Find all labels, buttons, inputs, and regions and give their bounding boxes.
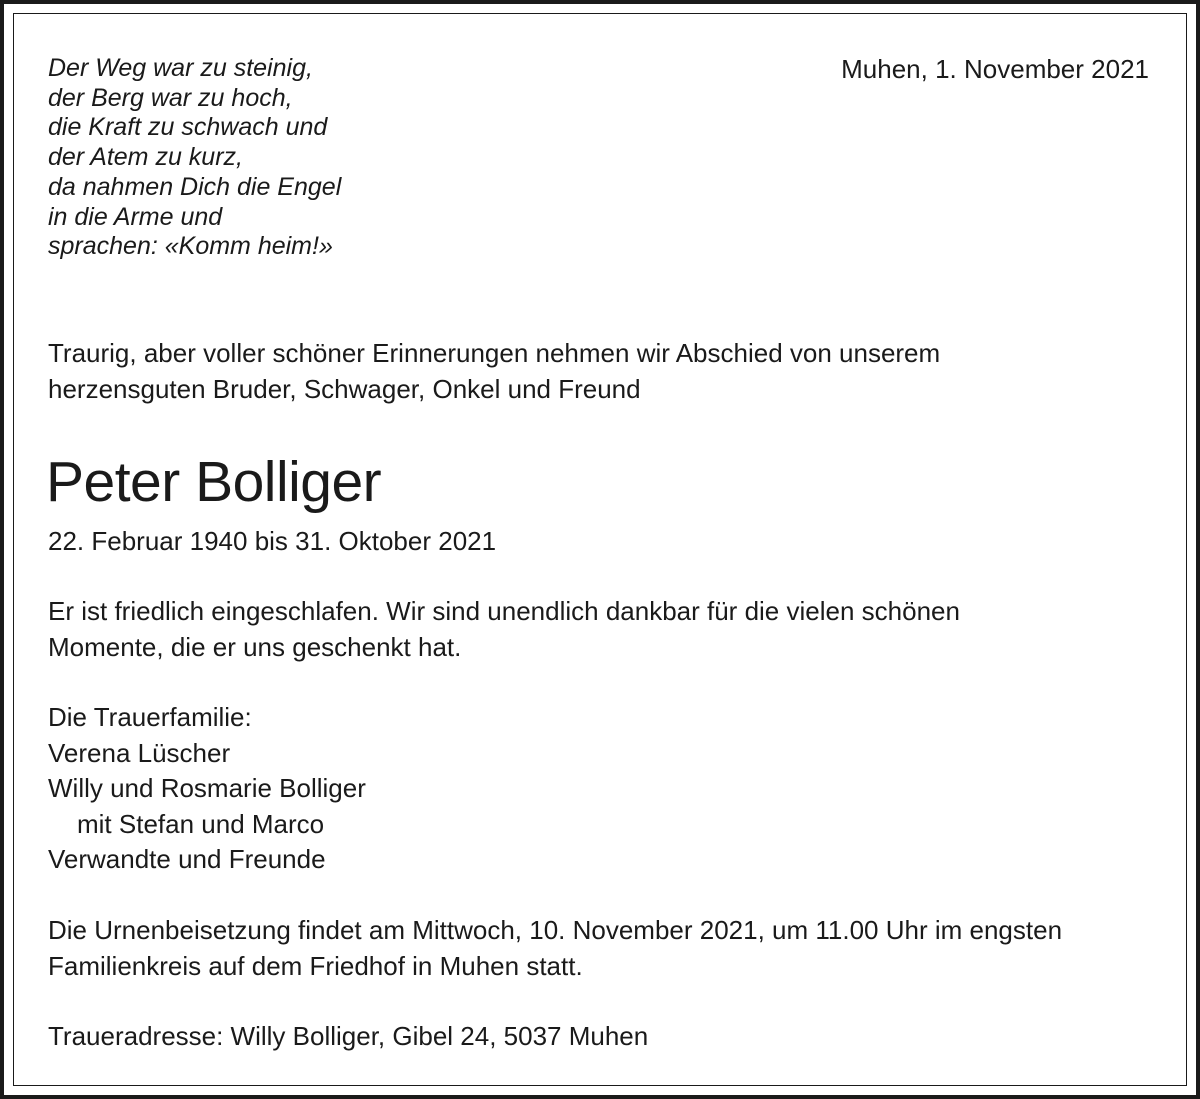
poem-line: sprachen: «Komm heim!» bbox=[48, 232, 333, 261]
family-member: Verwandte und Freunde bbox=[48, 844, 326, 874]
family-member: mit Stefan und Marco bbox=[77, 808, 325, 839]
intro-line: Traurig, aber voller schöner Erinnerungen nehmen wir Abschied von unserem bbox=[48, 338, 941, 368]
deceased-name: Peter Bolliger bbox=[46, 450, 382, 514]
ceremony-line: Familienkreis auf dem Friedhof in Muhen statt. bbox=[48, 950, 583, 981]
intro-paragraph bbox=[48, 336, 940, 407]
intro-line: herzensguten Bruder, Schwager, Onkel und Freund bbox=[48, 373, 641, 404]
ceremony-line: Die Urnenbeisetzung findet am Mittwoch, 10. November 2021, um 11.00 Uhr im engsten bbox=[48, 915, 1063, 945]
address-text: Traueradresse: Willy Bolliger, Gibel 24, 5037 Muhen bbox=[48, 1021, 649, 1051]
place-and-date: Muhen, 1. November 2021 bbox=[841, 54, 1149, 84]
poem-line: Der Weg war zu steinig, bbox=[48, 54, 313, 82]
poem-line: der Atem zu kurz, bbox=[48, 143, 243, 172]
poem-line: die Kraft zu schwach und bbox=[48, 113, 328, 142]
poem-line: der Berg war zu hoch, bbox=[48, 83, 293, 112]
ceremony-paragraph bbox=[48, 913, 1062, 984]
poem-line: da nahmen Dich die Engel bbox=[48, 172, 342, 201]
life-dates-text: 22. Februar 1940 bis 31. Oktober 2021 bbox=[48, 526, 497, 556]
memorial-poem bbox=[48, 54, 341, 262]
family-member: Willy und Rosmarie Bolliger bbox=[48, 773, 366, 803]
message-paragraph bbox=[48, 594, 960, 665]
poem-line: in die Arme und bbox=[48, 202, 223, 231]
family-heading: Die Trauerfamilie: bbox=[48, 702, 252, 732]
message-line: Er ist friedlich eingeschlafen. Wir sind unendlich dankbar für die vielen schönen bbox=[48, 596, 960, 626]
mourning-family bbox=[48, 700, 366, 878]
life-dates bbox=[48, 524, 496, 560]
family-member: Verena Lüscher bbox=[48, 737, 231, 768]
mourning-address bbox=[48, 1019, 648, 1055]
message-line: Momente, die er uns geschenkt hat. bbox=[48, 631, 462, 662]
